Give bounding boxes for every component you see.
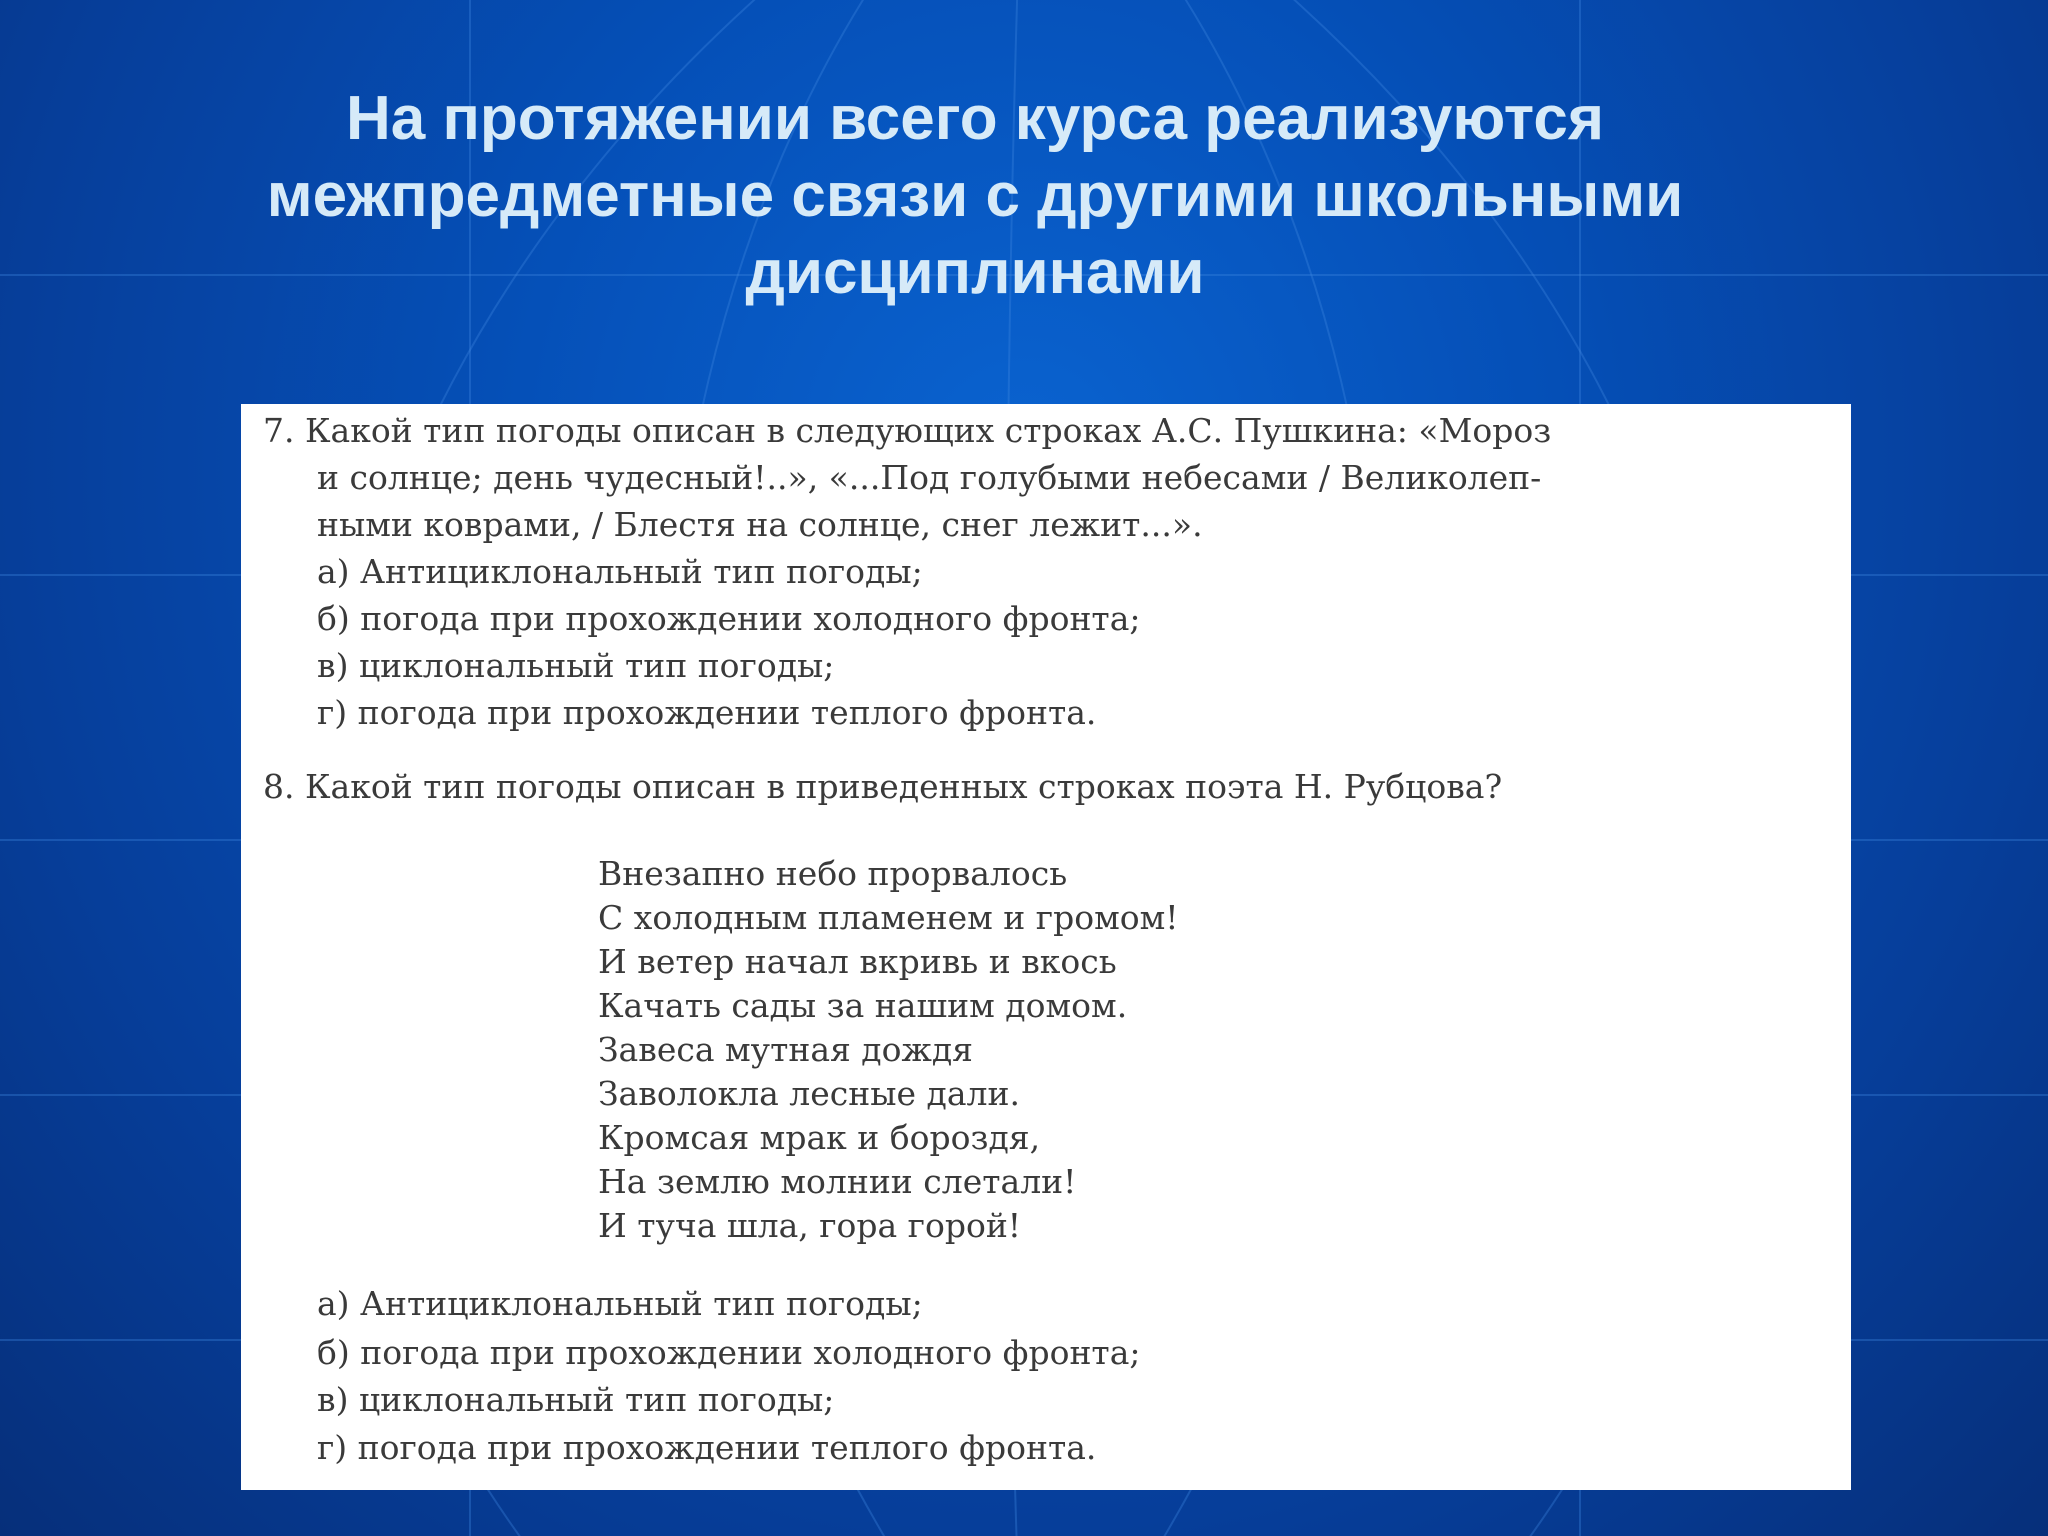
scanned-document-panel — [241, 404, 1851, 1490]
poem-line: И ветер начал вкривь и вкось — [598, 942, 1117, 981]
answer-option: а) Антициклональный тип погоды; — [317, 552, 923, 591]
slide-title — [130, 80, 1820, 311]
answer-option: а) Антициклональный тип погоды; — [317, 1284, 923, 1323]
answer-option: в) циклональный тип погоды; — [317, 1380, 835, 1419]
slide-title-line: межпредметные связи с другими школьными — [266, 161, 1684, 230]
question-7-line: ными коврами, / Блестя на солнце, снег лежит...». — [317, 505, 1203, 544]
answer-option: б) погода при прохождении холодного фронта; — [317, 599, 1141, 638]
poem-line: Заволокла лесные дали. — [598, 1074, 1020, 1113]
answer-option: в) циклональный тип погоды; — [317, 646, 835, 685]
slide-title-line: На протяжении всего курса реализуются — [345, 84, 1605, 153]
poem-line: И туча шла, гора горой! — [598, 1206, 1022, 1245]
question-7-line: и солнце; день чудесный!..», «...Под голубыми небесами / Великолеп- — [317, 458, 1542, 497]
poem-line: Внезапно небо прорвалось — [598, 854, 1068, 893]
poem-line: Завеса мутная дождя — [598, 1030, 973, 1069]
poem-line: На землю молнии слетали! — [598, 1162, 1077, 1201]
question-7-line: 7. Какой тип погоды описан в следующих строках А.С. Пушкина: «Мороз — [263, 411, 1552, 450]
poem-line: Качать сады за нашим домом. — [598, 986, 1128, 1025]
question-8-line: 8. Какой тип погоды описан в приведенных строках поэта Н. Рубцова? — [263, 767, 1503, 806]
answer-option: г) погода при прохождении теплого фронта. — [317, 1428, 1097, 1467]
answer-option: б) погода при прохождении холодного фронта; — [317, 1333, 1141, 1372]
poem-line: С холодным пламенем и громом! — [598, 898, 1179, 937]
poem-line: Кромсая мрак и бороздя, — [598, 1118, 1041, 1157]
slide-title-line: дисциплинами — [745, 238, 1205, 307]
answer-option: г) погода при прохождении теплого фронта. — [317, 693, 1097, 732]
